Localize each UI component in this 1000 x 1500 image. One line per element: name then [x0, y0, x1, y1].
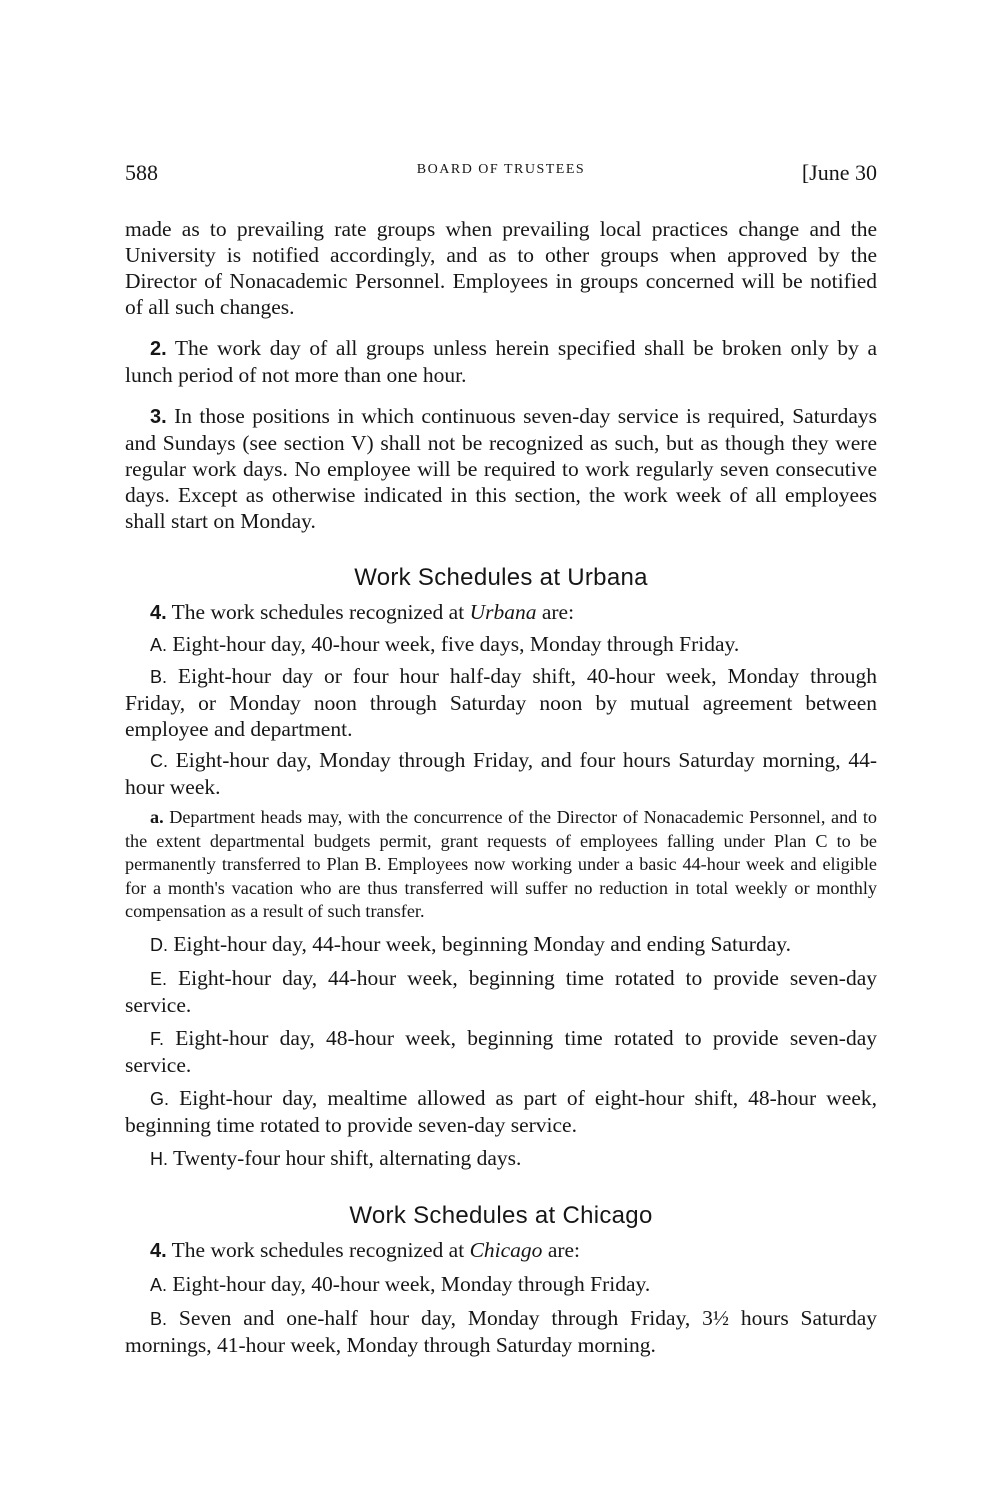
schedule-label: H. — [150, 1148, 168, 1169]
schedule-item — [125, 1305, 877, 1358]
schedule-list-chicago — [125, 1271, 877, 1358]
schedule-text: Eight-hour day, 44-hour week, beginning time rotated to provide seven-day service. — [125, 965, 877, 1017]
schedule-item — [125, 747, 877, 800]
schedule-text: Eight-hour day, 48-hour week, beginning time rotated to provide seven-day service. — [125, 1025, 877, 1077]
schedule-text: Eight-hour day, 40-hour week, Monday through Friday. — [167, 1271, 651, 1296]
schedule-label: F. — [150, 1028, 165, 1049]
schedules-intro-urbana — [125, 599, 877, 626]
schedule-list-urbana-continued — [125, 931, 877, 1172]
running-title: BOARD OF TRUSTEES — [416, 162, 586, 177]
paragraph-number: 2. — [150, 338, 167, 360]
schedule-item — [125, 1145, 877, 1172]
plan-note — [125, 806, 877, 924]
schedule-text: Eight-hour day, 44-hour week, beginning Monday and ending Saturday. — [168, 931, 791, 956]
continued-paragraph: made as to prevailing rate groups when prevailing local practices change and the University is notified accordingly, and as to other groups when approved by the Director of Nonacademic Personnel. Employees in groups concerned will be notified of all such changes. — [125, 217, 877, 319]
page — [125, 160, 877, 1358]
schedules-intro-chicago — [125, 1237, 877, 1264]
paragraph-2 — [125, 335, 877, 388]
schedule-label: B. — [150, 1308, 168, 1329]
section-heading-chicago: Work Schedules at Chicago — [349, 1201, 653, 1229]
schedule-item — [125, 663, 877, 742]
intro-text: The work schedules recognized at — [166, 600, 470, 624]
schedule-text: Eight-hour day or four hour half-day shift, 40-hour week, Monday through Friday, or Monday noon through Saturday noon by mutual agreement between employee and department. — [125, 664, 877, 741]
schedule-item — [125, 931, 877, 958]
schedule-label: D. — [150, 934, 168, 955]
schedule-list-urbana — [125, 631, 877, 800]
schedule-label: C. — [150, 751, 168, 771]
schedule-label: E. — [150, 968, 168, 989]
schedule-label: A. — [150, 1274, 168, 1295]
place-name: Urbana — [469, 600, 537, 624]
schedule-text: Eight-hour day, 40-hour week, five days, Monday through Friday. — [167, 632, 740, 656]
schedule-text: Seven and one-half hour day, Monday through Friday, 3½ hours Saturday mornings, 41-hour week, Monday through Saturday morning. — [125, 1305, 877, 1357]
schedule-text: Eight-hour day, mealtime allowed as part of eight-hour shift, 48-hour week, beginning time rotated to provide seven-day service. — [125, 1085, 877, 1137]
paragraph-3 — [125, 403, 877, 534]
page-number: 588 — [125, 160, 158, 185]
note-text: Department heads may, with the concurrence of the Director of Nonacademic Personnel, and to the extent departmental budgets permit, grant requests of employees falling under Plan C to be permanently transferred to Plan B. Employees now working under a basic 44-hour week and eligible for a month's vacation who are thus transferred will suffer no reduction in total weekly or monthly compensation as a result of such transfer. — [125, 807, 877, 921]
page-header — [125, 160, 877, 190]
intro-end: are: — [536, 600, 575, 624]
schedule-item — [125, 965, 877, 1018]
note-label: a. — [150, 807, 164, 827]
schedule-item — [125, 1085, 877, 1138]
paragraph-number: 4. — [150, 602, 167, 624]
place-name: Chicago — [469, 1237, 543, 1262]
paragraph-text: In those positions in which continuous seven-day service is required, Saturdays and Sundays (see section V) shall not be recognized as such, but as though they were regular work days. No employee will be required to work regularly seven consecutive days. Except as otherwise indicated in this section, the work week of all employees shall start on Monday. — [125, 404, 877, 533]
intro-text: The work schedules recognized at — [166, 1237, 470, 1262]
paragraph-number: 3. — [150, 406, 167, 428]
section-heading-urbana: Work Schedules at Urbana — [354, 564, 648, 591]
schedule-text: Twenty-four hour shift, alternating days. — [168, 1145, 522, 1170]
schedule-text: Eight-hour day, Monday through Friday, and four hours Saturday morning, 44-hour week. — [125, 748, 877, 799]
schedule-label: G. — [150, 1088, 170, 1109]
intro-end: are: — [542, 1237, 581, 1262]
schedule-label: A. — [150, 635, 168, 655]
header-date: [June 30 — [801, 160, 877, 185]
schedule-label: B. — [150, 667, 168, 687]
paragraph-text: The work day of all groups unless herein specified shall be broken only by a lunch period of not more than one hour. — [125, 336, 877, 387]
paragraph-number: 4. — [150, 1239, 167, 1262]
schedule-item — [125, 1271, 877, 1298]
schedule-item — [125, 1025, 877, 1078]
schedule-item — [125, 631, 877, 658]
